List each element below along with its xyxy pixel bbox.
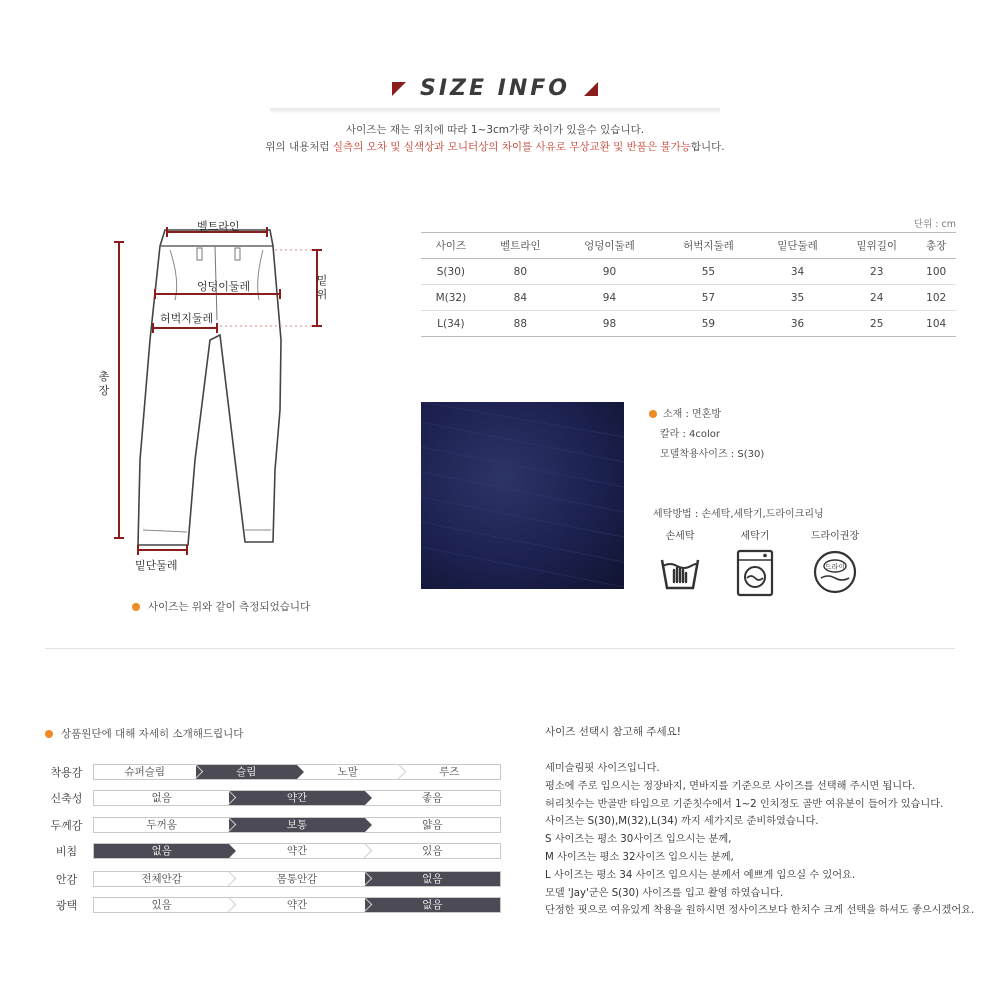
feel-label: 신축성 <box>50 792 83 805</box>
unit-label: 단위 : cm <box>913 219 956 230</box>
feel-option: 노말 <box>297 765 399 779</box>
feel-scale <box>93 764 501 780</box>
feel-option: 루즈 <box>439 766 460 778</box>
guide-line: 세미슬림핏 사이즈입니다. <box>545 763 660 774</box>
feel-label: 비침 <box>55 845 78 858</box>
table-row: M(32) 84 94 57 35 24 102 <box>421 285 956 311</box>
pants-outline-icon <box>95 210 355 580</box>
size-table <box>421 232 956 337</box>
feel-scale <box>93 843 501 859</box>
wash-method: 세탁방법 : 손세탁,세탁기,드라이크리닝 <box>653 509 824 520</box>
feel-option-selected: 약간 <box>229 791 364 805</box>
feel-row <box>40 843 501 859</box>
feel-row <box>40 871 501 887</box>
title-divider <box>270 108 720 114</box>
feel-option: 얇음 <box>422 819 443 831</box>
feel-label: 착용감 <box>50 766 83 779</box>
washing-machine-icon <box>732 548 778 598</box>
triangle-right-icon <box>584 82 598 96</box>
col-header: 밑단둘레 <box>758 233 837 259</box>
feel-option: 있음 <box>422 845 443 857</box>
feel-scale <box>93 871 501 887</box>
feel-option-selected: 보통 <box>229 818 364 832</box>
size-guide <box>545 760 974 920</box>
table-row: S(30) 80 90 55 34 23 100 <box>421 259 956 285</box>
label-rise: 밑위 <box>316 274 328 301</box>
col-header: 엉덩이둘레 <box>560 233 659 259</box>
feel-option: 전체안감 <box>94 872 229 886</box>
bullet-dot-icon <box>132 603 140 611</box>
spec-color: 칼라 : 4color <box>660 429 721 440</box>
feel-option-selected: 없음 <box>365 898 500 912</box>
label-hem: 밑단둘레 <box>135 559 178 572</box>
bullet-dot-icon <box>649 410 657 418</box>
feel-scale <box>93 790 501 806</box>
feel-row <box>40 897 501 913</box>
feel-scale <box>93 897 501 913</box>
spec-model-size: 모델착용사이즈 : S(30) <box>660 449 765 460</box>
feel-option: 있음 <box>94 898 229 912</box>
diagram-note: 사이즈는 위와 같이 측정되었습니다 <box>132 599 310 614</box>
hand-wash-icon <box>657 548 703 594</box>
feel-label: 안감 <box>55 873 78 886</box>
table-header-row <box>421 233 956 259</box>
feel-label: 광택 <box>55 899 78 912</box>
notice-line-2: 위의 내용처럼 실측의 오차 및 실색상과 모니터상의 차이를 사유로 무상교환 및 반품은 불가능합니다. <box>265 141 725 153</box>
guide-line: 사이즈는 S(30),M(32),L(34) 까지 세가지로 준비하였습니다. <box>545 816 819 828</box>
guide-title: 사이즈 선택시 참고해 주세요! <box>545 726 681 738</box>
label-total-length: 총장 <box>98 370 110 397</box>
feel-option: 없음 <box>94 791 229 805</box>
wash-machine: 세탁기 <box>720 527 790 598</box>
triangle-left-icon <box>392 82 406 96</box>
feel-label: 두께감 <box>50 819 83 832</box>
guide-line: 모델 'Jay'군은 S(30) 사이즈를 입고 촬영 하였습니다. <box>545 887 784 899</box>
feel-row <box>40 764 501 780</box>
table-row: L(34) 88 98 59 36 25 104 <box>421 311 956 337</box>
guide-line: M 사이즈는 평소 32사이즈 입으시는 분께, <box>545 851 734 863</box>
feel-option: 좋음 <box>422 792 443 804</box>
col-header: 밑위길이 <box>837 233 916 259</box>
section-divider <box>45 648 955 649</box>
wash-hand: 손세탁 <box>645 527 715 594</box>
wash-dry: 드라이권장 드라이 <box>800 527 870 596</box>
feel-option: 몸통안감 <box>229 872 364 886</box>
size-notice <box>0 122 990 156</box>
label-thigh: 허벅지둘레 <box>160 312 214 325</box>
feel-option: 약간 <box>229 844 364 858</box>
feel-option-selected: 없음 <box>94 844 229 858</box>
fabric-texture-icon <box>421 402 624 589</box>
pants-diagram <box>95 210 355 580</box>
notice-warning: 실측의 오차 및 실색상과 모니터상의 차이를 사유로 무상교환 및 반품은 불가능 <box>332 141 691 153</box>
guide-line: S 사이즈는 평소 30사이즈 입으시는 분께, <box>545 834 732 846</box>
feel-intro: 상품원단에 대해 자세히 소개해드립니다 <box>45 726 243 741</box>
guide-line: 단정한 핏으로 여유있게 착용을 원하시면 정사이즈보다 한치수 크게 선택을 하셔도 좋으시겠어요. <box>545 905 975 917</box>
feel-row <box>40 790 501 806</box>
guide-line: 허리칫수는 반골반 타입으로 기준칫수에서 1~2 인치정도 골반 여유분이 들어가 있습니다. <box>545 798 944 810</box>
label-hip: 엉덩이둘레 <box>197 280 251 293</box>
feel-scale <box>93 817 501 833</box>
col-header: 허벅지둘레 <box>659 233 758 259</box>
feel-option: 슈퍼슬림 <box>94 765 196 779</box>
section-title <box>0 76 990 101</box>
spec-material: 소재 : 면혼방 <box>649 405 721 420</box>
col-header: 사이즈 <box>421 233 481 259</box>
guide-line: 평소에 주로 입으시는 정장바지, 면바지를 기준으로 사이즈를 선택해 주시면 됩니다. <box>545 780 916 792</box>
dry-clean-icon <box>811 548 859 596</box>
feel-option: 약간 <box>229 898 364 912</box>
col-header: 총장 <box>916 233 956 259</box>
svg-text:드라이: 드라이 <box>824 563 846 571</box>
title-text: SIZE INFO <box>420 76 570 101</box>
fabric-swatch <box>421 402 624 589</box>
notice-line-1: 사이즈는 재는 위치에 따라 1~3cm가량 차이가 있을수 있습니다. <box>345 124 645 136</box>
label-beltline: 벨트라인 <box>197 220 240 233</box>
guide-line: L 사이즈는 평소 34 사이즈 입으시는 분께서 예쁘게 입으실 수 있어요. <box>545 869 856 881</box>
feel-option-selected: 슬림 <box>196 765 298 779</box>
feel-option: 두꺼움 <box>94 818 229 832</box>
feel-option-selected: 없음 <box>365 872 500 886</box>
bullet-dot-icon <box>45 730 53 738</box>
feel-row <box>40 817 501 833</box>
col-header: 벨트라인 <box>481 233 560 259</box>
